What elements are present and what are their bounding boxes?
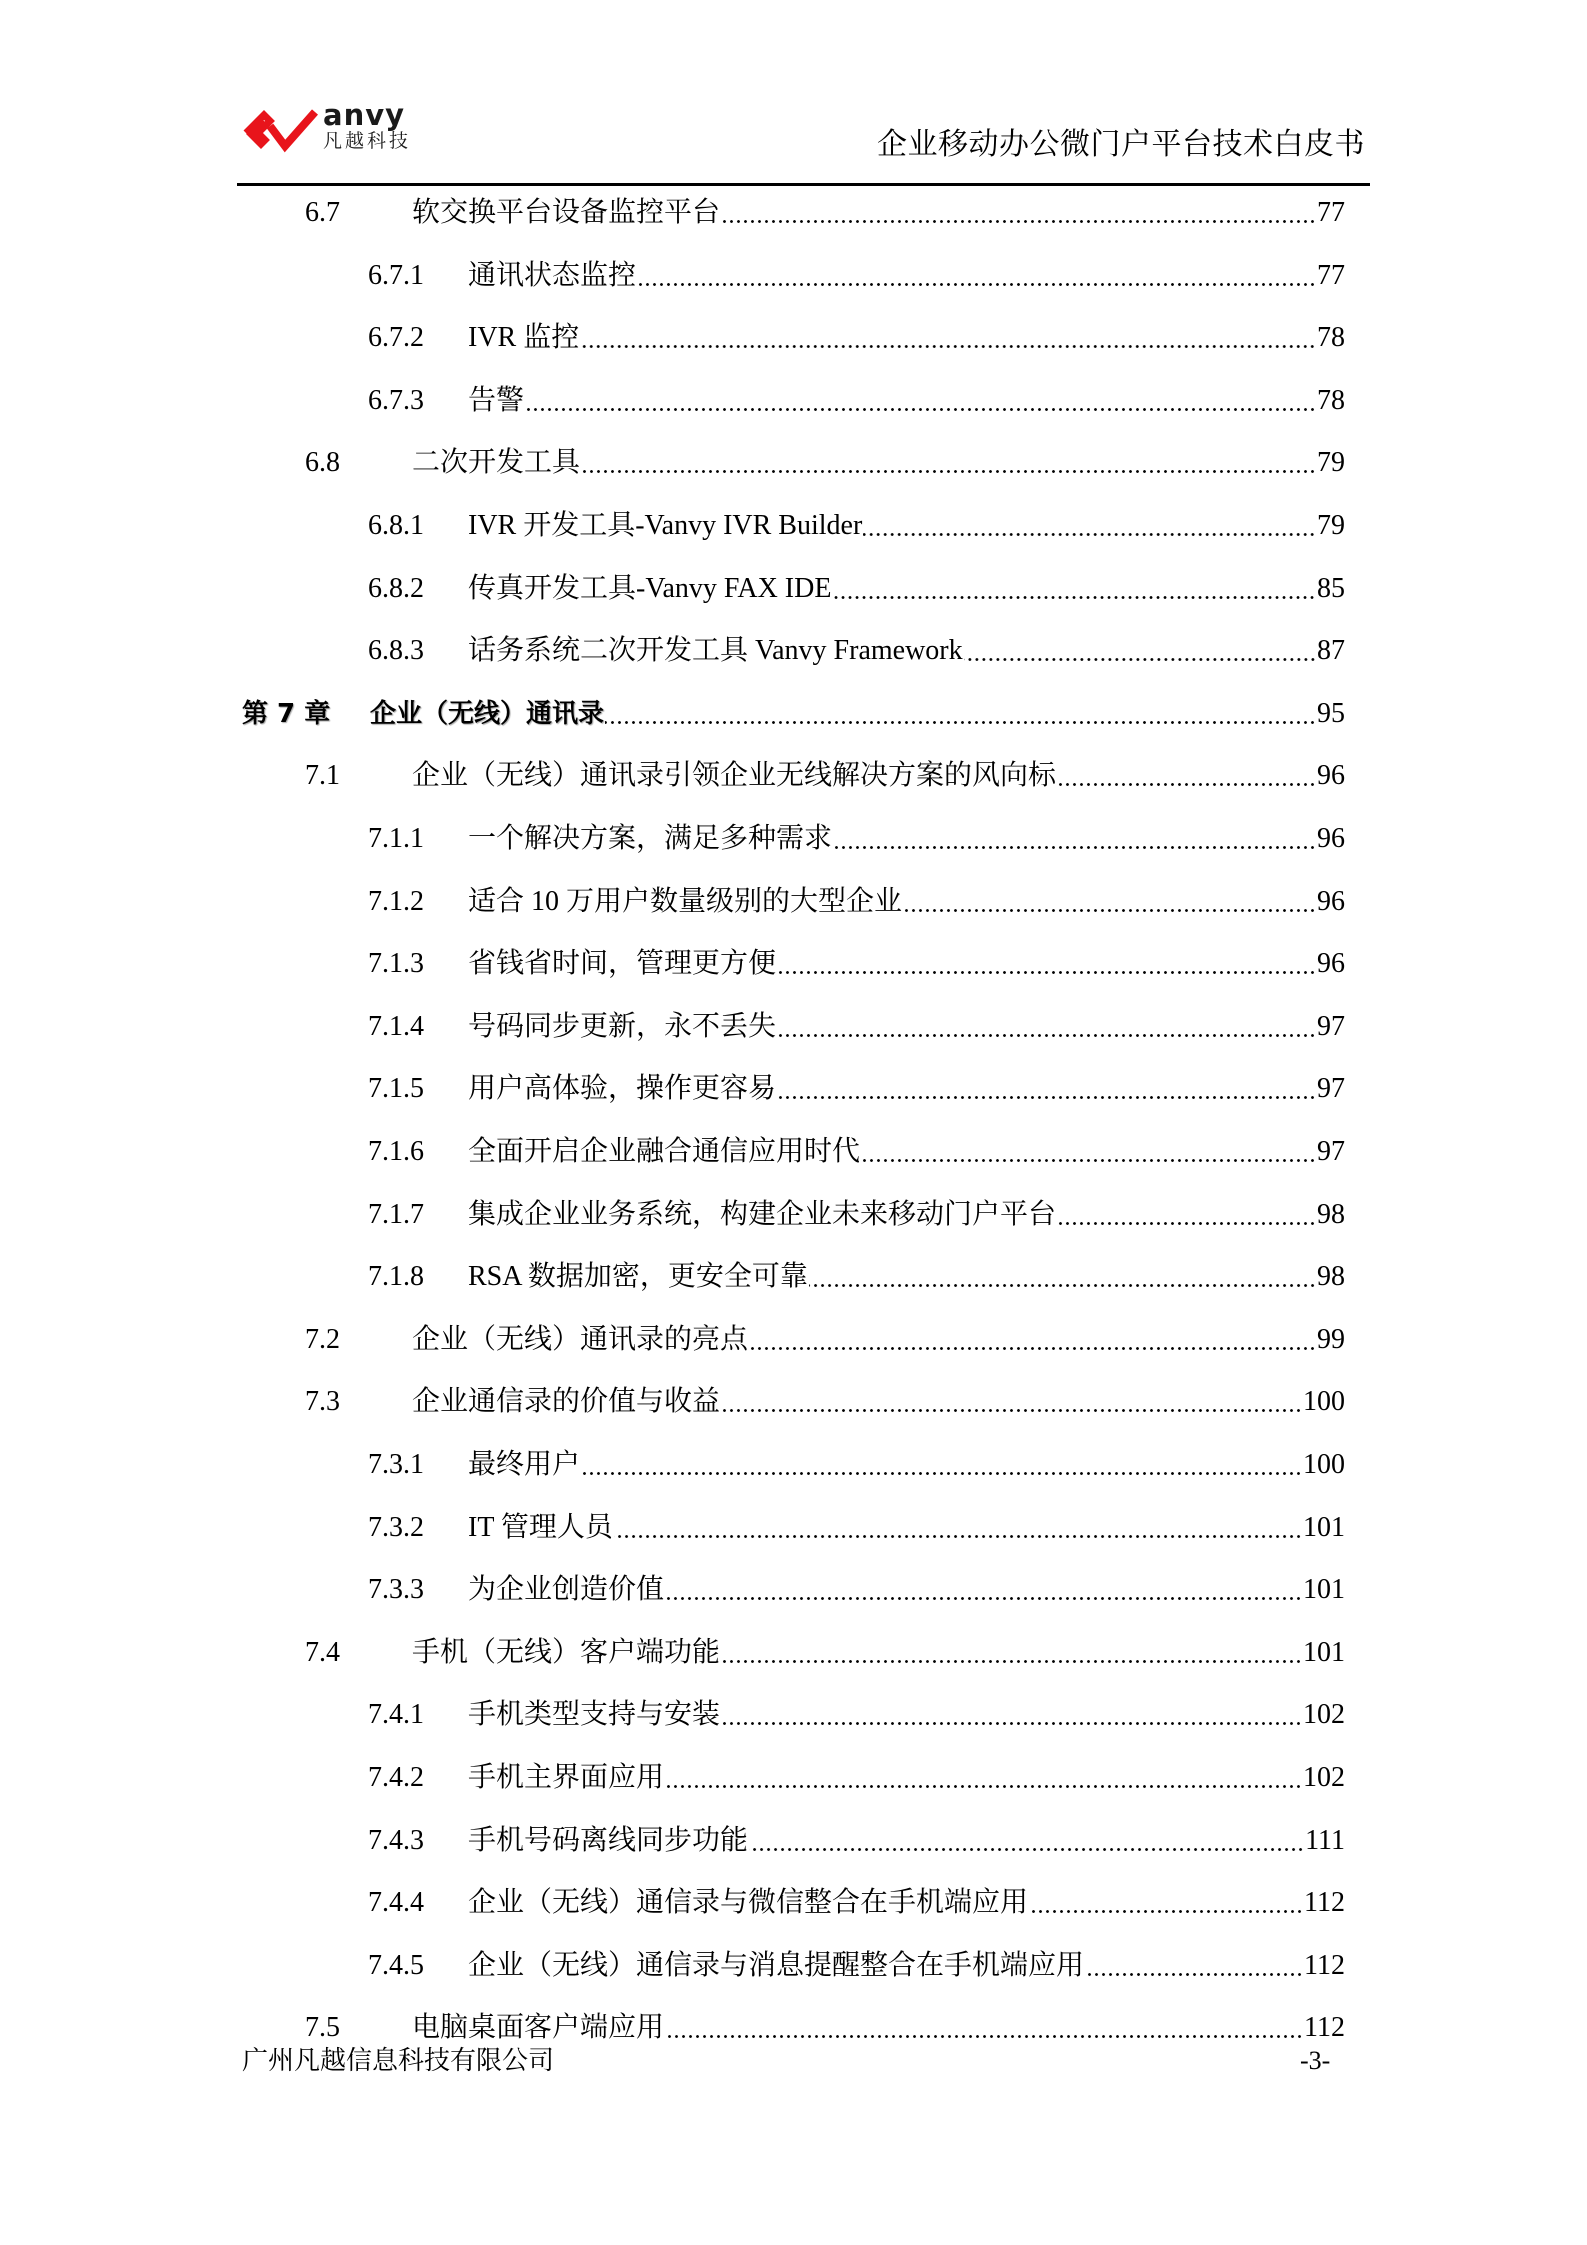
toc-dot-leader: [581, 1447, 1302, 1483]
toc-entry-title: 最终用户: [468, 1449, 581, 1480]
toc-entry-number: 6.8.2: [368, 573, 424, 604]
toc-dot-leader: [614, 1510, 1302, 1546]
toc-entry[interactable]: [368, 1510, 1345, 1546]
toc-dot-leader: [1029, 1885, 1303, 1921]
toc-entry[interactable]: [368, 1197, 1345, 1233]
toc-entry[interactable]: [368, 1071, 1345, 1107]
toc-entry-number: 6.8.3: [368, 635, 424, 666]
toc-dot-leader: [777, 946, 1316, 982]
toc-dot-leader: [525, 383, 1316, 419]
toc-entry-page: 100: [1303, 1449, 1345, 1480]
toc-entry-number: 7.1.2: [368, 886, 424, 917]
toc-entry-title: RSA 数据加密，更安全可靠: [468, 1261, 808, 1292]
toc-entry[interactable]: [305, 1322, 1345, 1358]
toc-entry-page: 98: [1317, 1199, 1345, 1230]
toc-entry-page: 97: [1317, 1073, 1345, 1104]
toc-entry-number: 7.1.4: [368, 1011, 424, 1042]
toc-dot-leader: [721, 1635, 1302, 1671]
toc-entry[interactable]: [305, 758, 1345, 794]
toc-dot-leader: [833, 821, 1316, 857]
toc-entry[interactable]: [368, 1009, 1345, 1045]
toc-entry[interactable]: [368, 508, 1345, 544]
toc-dot-leader: [665, 1760, 1302, 1796]
toc-entry-number: 7.1: [305, 760, 340, 791]
toc-dot-leader: [964, 633, 1316, 669]
toc-entry-number: 6.7: [305, 197, 340, 228]
toc-dot-leader: [637, 258, 1316, 294]
toc-entry-number: 7.3.1: [368, 1449, 424, 1480]
toc-entry-title: 二次开发工具: [412, 447, 581, 478]
toc-entry-page: 87: [1317, 635, 1345, 666]
toc-dot-leader: [580, 320, 1316, 356]
toc-entry-title: 适合 10 万用户数量级别的大型企业: [468, 886, 903, 917]
toc-entry-page: 97: [1317, 1011, 1345, 1042]
toc-entry-page: 96: [1317, 948, 1345, 979]
toc-entry[interactable]: [368, 571, 1345, 607]
toc-entry-page: 96: [1317, 886, 1345, 917]
toc-dot-leader: [749, 1823, 1304, 1859]
toc-entry-number: 7.5: [305, 2012, 340, 2043]
logo-chinese-name: 凡越科技: [323, 130, 412, 152]
toc-entry-title: 企业（无线）通信录与消息提醒整合在手机端应用: [468, 1950, 1085, 1981]
toc-entry-page: 78: [1317, 385, 1345, 416]
toc-entry-title: IVR 开发工具-Vanvy IVR Builder: [468, 510, 863, 541]
toc-entry[interactable]: [368, 1760, 1345, 1796]
toc-entry-number: 7.1.6: [368, 1136, 424, 1167]
toc-entry[interactable]: [368, 821, 1345, 857]
toc-entry-page: 100: [1303, 1386, 1345, 1417]
toc-entry-page: 98: [1317, 1261, 1345, 1292]
toc-entry-number: 7.3: [305, 1386, 340, 1417]
toc-entry[interactable]: [368, 1447, 1345, 1483]
toc-dot-leader: [903, 884, 1316, 920]
toc-entry-title: 告警: [468, 385, 525, 416]
toc-entry-number: 7.3.3: [368, 1574, 424, 1605]
toc-entry-page: 96: [1317, 823, 1345, 854]
toc-dot-leader: [1085, 1948, 1303, 1984]
anvy-logo-mark-icon: [243, 106, 319, 158]
toc-entry-title: 企业（无线）通讯录的亮点: [412, 1324, 749, 1355]
toc-dot-leader: [863, 508, 1316, 544]
toc-entry-title: 企业（无线）通信录与微信整合在手机端应用: [468, 1887, 1029, 1918]
toc-entry-number: 6.7.3: [368, 385, 424, 416]
company-logo: [243, 98, 423, 160]
toc-dot-leader: [605, 696, 1316, 732]
toc-dot-leader: [809, 1259, 1316, 1295]
toc-entry-page: 102: [1303, 1699, 1345, 1730]
toc-dot-leader: [777, 1009, 1316, 1045]
toc-entry-page: 95: [1317, 698, 1345, 729]
toc-entry-title: 通讯状态监控: [468, 260, 637, 291]
toc-entry-number: 7.3.2: [368, 1512, 424, 1543]
toc-entry-title: 电脑桌面客户端应用: [412, 2012, 665, 2043]
toc-entry-title: 企业（无线）通讯录: [370, 699, 605, 729]
toc-entry-title: IVR 监控: [468, 322, 580, 353]
toc-entry-number: 7.4.5: [368, 1950, 424, 1981]
toc-entry-page: 99: [1317, 1324, 1345, 1355]
toc-entry-number: 7.4.2: [368, 1762, 424, 1793]
toc-entry-page: 96: [1317, 760, 1345, 791]
toc-entry-page: 111: [1305, 1825, 1345, 1856]
toc-dot-leader: [721, 1697, 1302, 1733]
toc-entry[interactable]: [305, 195, 1345, 231]
toc-entry[interactable]: [305, 1635, 1345, 1671]
toc-entry-number: 7.1.7: [368, 1199, 424, 1230]
toc-entry-page: 77: [1317, 260, 1345, 291]
toc-dot-leader: [777, 1071, 1316, 1107]
toc-entry-title: 省钱省时间，管理更方便: [468, 948, 777, 979]
toc-entry-number: 7.4.4: [368, 1887, 424, 1918]
toc-entry[interactable]: [368, 1697, 1345, 1733]
toc-dot-leader: [581, 445, 1316, 481]
toc-entry-number: 6.7.1: [368, 260, 424, 291]
toc-entry-page: 77: [1317, 197, 1345, 228]
toc-dot-leader: [665, 2010, 1303, 2046]
logo-wordmark: anvy: [323, 98, 406, 132]
toc-entry-number: 7.1.5: [368, 1073, 424, 1104]
toc-entry-page: 101: [1303, 1512, 1345, 1543]
toc-dot-leader: [832, 571, 1316, 607]
toc-entry-number: 7.1.8: [368, 1261, 424, 1292]
toc-entry[interactable]: [368, 1948, 1345, 1984]
toc-dot-leader: [721, 1384, 1302, 1420]
footer-company-name: 广州凡越信息科技有限公司: [242, 2046, 555, 2075]
toc-dot-leader: [665, 1572, 1302, 1608]
toc-entry-title: 传真开发工具-Vanvy FAX IDE: [468, 573, 832, 604]
toc-entry-title: 全面开启企业融合通信应用时代: [468, 1136, 861, 1167]
toc-entry[interactable]: [368, 383, 1345, 419]
toc-entry-number: 6.8: [305, 447, 340, 478]
toc-entry-page: 79: [1317, 510, 1345, 541]
footer-page-number: -3-: [1300, 2046, 1331, 2075]
toc-entry-number: 7.4.3: [368, 1825, 424, 1856]
toc-entry[interactable]: [368, 1259, 1345, 1295]
toc-entry-number: 7.4: [305, 1637, 340, 1668]
toc-entry-title: 用户高体验，操作更容易: [468, 1073, 777, 1104]
toc-entry[interactable]: [368, 320, 1345, 356]
toc-entry-page: 79: [1317, 447, 1345, 478]
toc-entry-title: 手机主界面应用: [468, 1762, 665, 1793]
toc-entry-page: 101: [1303, 1637, 1345, 1668]
toc-entry[interactable]: [368, 1823, 1345, 1859]
toc-dot-leader: [1057, 758, 1316, 794]
toc-entry-title: 手机号码离线同步功能: [468, 1825, 749, 1856]
toc-entry[interactable]: [368, 1572, 1345, 1608]
toc-entry-number: 7.1.1: [368, 823, 424, 854]
toc-entry-number: 7.2: [305, 1324, 340, 1355]
toc-entry-title: 为企业创造价值: [468, 1574, 665, 1605]
toc-entry-page: 102: [1303, 1762, 1345, 1793]
toc-entry-page: 85: [1317, 573, 1345, 604]
toc-entry-title: 集成企业业务系统，构建企业未来移动门户平台: [468, 1199, 1057, 1230]
toc-entry-title: 话务系统二次开发工具 Vanvy Framework: [468, 635, 963, 666]
toc-entry-page: 112: [1304, 1950, 1345, 1981]
toc-entry-title: 企业通信录的价值与收益: [412, 1386, 721, 1417]
toc-entry-page: 78: [1317, 322, 1345, 353]
toc-entry-title: 手机（无线）客户端功能: [412, 1637, 721, 1668]
toc-entry-title: IT 管理人员: [468, 1512, 613, 1543]
toc-entry-page: 112: [1304, 1887, 1345, 1918]
toc-entry-title: 手机类型支持与安装: [468, 1699, 721, 1730]
toc-entry-title: 号码同步更新，永不丢失: [468, 1011, 777, 1042]
toc-dot-leader: [749, 1322, 1316, 1358]
toc-dot-leader: [1057, 1197, 1316, 1233]
toc-entry-title: 一个解决方案，满足多种需求: [468, 823, 833, 854]
header-divider: [237, 183, 1370, 186]
toc-entry[interactable]: [368, 946, 1345, 982]
toc-entry[interactable]: [305, 1384, 1345, 1420]
toc-entry-number: 第 7 章: [242, 699, 331, 729]
toc-entry[interactable]: [368, 258, 1345, 294]
toc-entry-page: 112: [1304, 2012, 1345, 2043]
toc-entry-number: 7.1.3: [368, 948, 424, 979]
toc-entry-number: 6.7.2: [368, 322, 424, 353]
toc-entry-number: 7.4.1: [368, 1699, 424, 1730]
toc-entry[interactable]: [368, 633, 1345, 669]
toc-dot-leader: [721, 195, 1316, 231]
toc-entry[interactable]: [305, 2010, 1345, 2046]
toc-entry-page: 101: [1303, 1574, 1345, 1605]
toc-entry[interactable]: [368, 1134, 1345, 1170]
toc-entry-title: 企业（无线）通讯录引领企业无线解决方案的风向标: [412, 760, 1057, 791]
toc-entry[interactable]: [368, 1885, 1345, 1921]
toc-dot-leader: [861, 1134, 1316, 1170]
toc-entry-title: 软交换平台设备监控平台: [412, 197, 721, 228]
toc-entry-number: 6.8.1: [368, 510, 424, 541]
document-title: 企业移动办公微门户平台技术白皮书: [877, 128, 1365, 161]
toc-entry[interactable]: [305, 445, 1345, 481]
toc-entry[interactable]: [368, 884, 1345, 920]
toc-entry[interactable]: [242, 696, 1345, 732]
toc-entry-page: 97: [1317, 1136, 1345, 1167]
